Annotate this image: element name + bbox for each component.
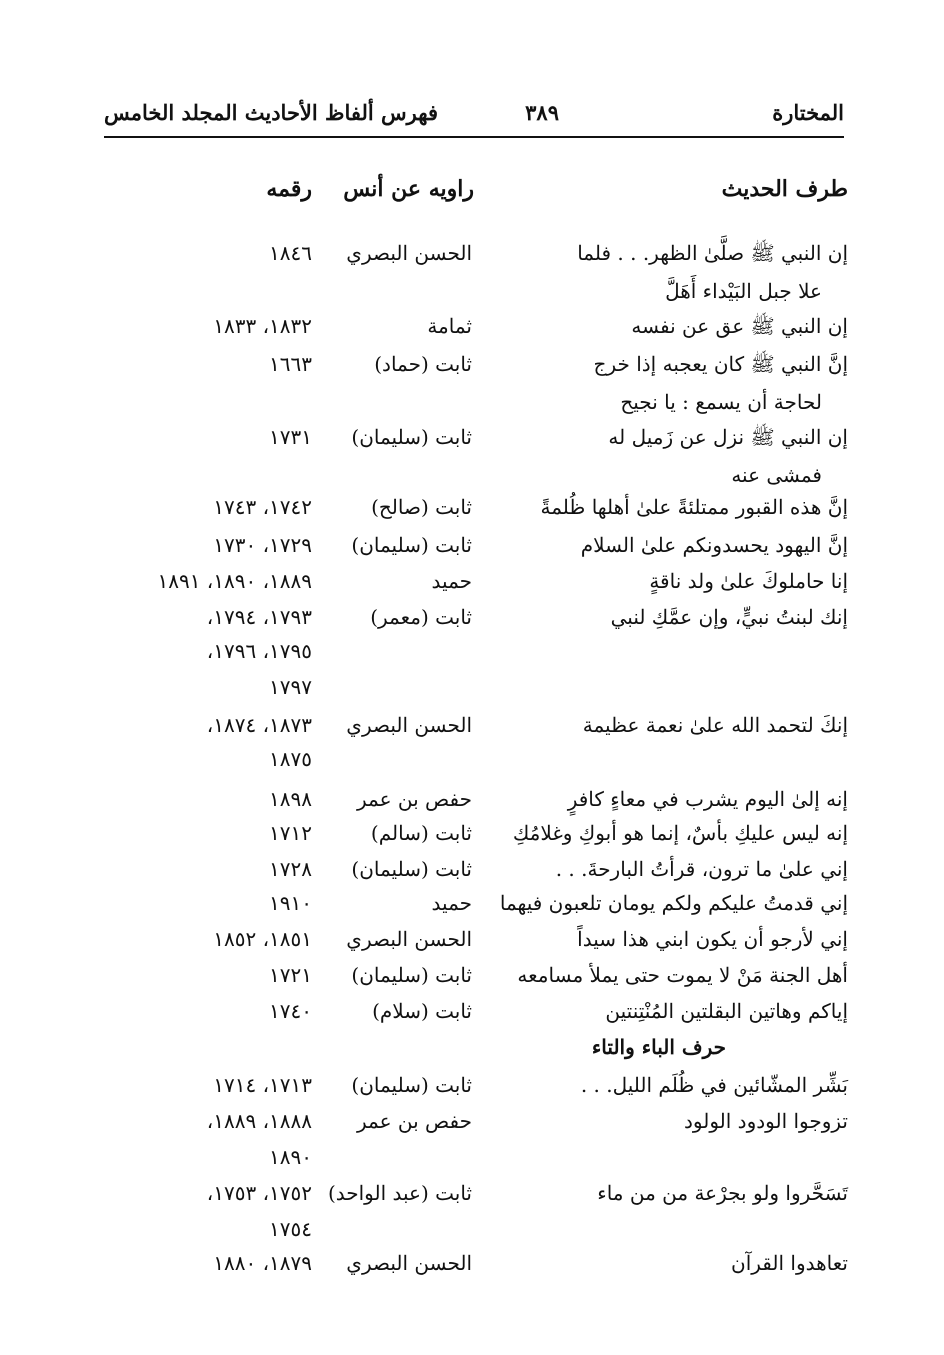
page-number: ٣٨٩: [525, 100, 559, 125]
hadith-text: إنَّ النبي ﷺ كان يعجبه إذا خرج: [593, 352, 848, 376]
hadith-text: إن النبي ﷺ عق عن نفسه: [631, 314, 848, 338]
narrator-text: حفص بن عمر: [356, 1109, 472, 1133]
hadith-text: إني علىٰ ما ترون، قرأتُ البارحةَ. . .: [555, 857, 848, 881]
hadith-text: إن النبي ﷺ نزل عن زَميل له: [608, 425, 848, 449]
hadith-number: ١٧٢٨: [269, 857, 312, 881]
narrator-text: ثابت (سالم): [370, 821, 472, 845]
table-row: [0, 1068, 944, 1102]
column-header-narrator: راويه عن أنس: [343, 176, 474, 202]
narrator-text: الحسن البصري: [346, 927, 472, 951]
hadith-number: ١٧٤٠: [269, 999, 312, 1023]
hadith-number: ١٨٨٨، ١٨٨٩،: [206, 1109, 312, 1133]
hadith-text: تَسَحَّروا ولو بجرْعة من من ماء: [597, 1181, 848, 1205]
hadith-number: ١٧٤٢، ١٧٤٣: [213, 495, 312, 519]
hadith-number: ١٨٩٠: [269, 1145, 312, 1169]
section-heading: [0, 1030, 944, 1064]
table-row: [0, 1246, 944, 1280]
table-row: [0, 994, 944, 1028]
hadith-text: إنَّ اليهود يحسدونكم علىٰ السلام: [580, 533, 848, 557]
hadith-text: فمشى عنه: [731, 463, 822, 487]
hadith-text: إنه إلىٰ اليوم يشرب في معاءٍ كافرٍ: [567, 787, 848, 811]
table-row: [0, 347, 944, 381]
hadith-number: ١٧٢١: [269, 963, 312, 987]
table-row: [0, 634, 944, 668]
table-row: [0, 1176, 944, 1210]
hadith-number: ١٧٩٧: [269, 675, 312, 699]
narrator-text: ثابت (سلام): [372, 999, 472, 1023]
column-header-number: رقمه: [266, 176, 312, 202]
hadith-number: ١٨٧٩، ١٨٨٠: [213, 1251, 312, 1275]
column-header-hadith: طرف الحديث: [721, 176, 848, 202]
hadith-text: تعاهدوا القرآن: [731, 1251, 848, 1275]
hadith-text: أهل الجنة مَنْ لا يموت حتى يملأ مسامعه: [517, 963, 848, 987]
table-row: [0, 600, 944, 634]
narrator-text: الحسن البصري: [346, 241, 472, 265]
hadith-number: ١٦٦٣: [269, 352, 312, 376]
table-row: [0, 564, 944, 598]
table-row: [0, 782, 944, 816]
book-title: المختارة: [772, 100, 844, 125]
hadith-number: ١٩١٠: [269, 891, 312, 915]
narrator-text: ثابت (سليمان): [351, 1073, 472, 1097]
hadith-text: إنك لبنتُ نبيٍّ، وإن عمَّكِ لنبي: [610, 605, 848, 629]
narrator-text: الحسن البصري: [346, 713, 472, 737]
section-title: فهرس ألفاظ الأحاديث المجلد الخامس: [104, 100, 438, 125]
table-row: [0, 528, 944, 562]
hadith-text: لحاجة أن يسمع : يا نجيح: [620, 390, 822, 414]
hadith-number: ١٨٩٨: [269, 787, 312, 811]
hadith-text: علا جبل البَيْداء أَهَلَّ: [665, 279, 822, 303]
table-row: [0, 236, 944, 270]
hadith-text: تزوجوا الودود الولود: [684, 1109, 848, 1133]
table-row: [0, 385, 944, 419]
table-row: [0, 490, 944, 524]
hadith-number: ١٨٧٣، ١٨٧٤،: [206, 713, 312, 737]
hadith-number: ١٨٣٢، ١٨٣٣: [213, 314, 312, 338]
hadith-number: ١٨٧٥: [269, 747, 312, 771]
narrator-text: ثابت (سليمان): [351, 963, 472, 987]
hadith-number: ١٨٥١، ١٨٥٢: [213, 927, 312, 951]
hadith-text: إنَّ هذه القبور ممتلئةً علىٰ أهلها ظُلمةً: [540, 495, 848, 519]
hadith-number: ١٧٩٣، ١٧٩٤،: [206, 605, 312, 629]
hadith-text: إني لأرجو أن يكون ابني هذا سيداً: [577, 927, 848, 951]
hadith-text: بَشِّر المشّائين في ظُلَم الليل. . .: [580, 1073, 848, 1097]
narrator-text: حميد: [431, 891, 472, 915]
hadith-text: إياكم وهاتين البقلتين المُنْتِنتين: [605, 999, 848, 1023]
narrator-text: ثابت (حماد): [374, 352, 472, 376]
hadith-number: ١٧٢٩، ١٧٣٠: [213, 533, 312, 557]
hadith-number: ١٧١٢: [269, 821, 312, 845]
table-row: [0, 458, 944, 492]
narrator-text: ثابت (صالح): [371, 495, 472, 519]
narrator-text: ثابت (سليمان): [351, 425, 472, 449]
table-row: [0, 886, 944, 920]
table-row: [0, 1104, 944, 1138]
table-row: [0, 708, 944, 742]
hadith-number: ١٧١٣، ١٧١٤: [213, 1073, 312, 1097]
header-rule: [104, 136, 844, 138]
table-row: [0, 1140, 944, 1174]
narrator-text: الحسن البصري: [346, 1251, 472, 1275]
table-row: [0, 816, 944, 850]
table-row: [0, 742, 944, 776]
narrator-text: ثمامة: [427, 314, 472, 338]
narrator-text: ثابت (سليمان): [351, 533, 472, 557]
table-row: [0, 274, 944, 308]
hadith-text: إن النبي ﷺ صلَّىٰ الظهر. . . فلما: [577, 241, 848, 265]
table-row: [0, 922, 944, 956]
running-header: [104, 100, 844, 136]
hadith-number: ١٧٣١: [269, 425, 312, 449]
narrator-text: حفص بن عمر: [356, 787, 472, 811]
narrator-text: ثابت (عبد الواحد): [327, 1181, 472, 1205]
hadith-text: حرف الباء والتاء: [591, 1035, 726, 1059]
narrator-text: ثابت (سليمان): [351, 857, 472, 881]
table-row: [0, 958, 944, 992]
narrator-text: ثابت (معمر): [370, 605, 472, 629]
hadith-number: ١٨٨٩، ١٨٩٠، ١٨٩١: [157, 569, 312, 593]
hadith-number: ١٧٥٢، ١٧٥٣،: [206, 1181, 312, 1205]
narrator-text: حميد: [431, 569, 472, 593]
hadith-number: ١٧٩٥، ١٧٩٦،: [206, 639, 312, 663]
table-row: [0, 670, 944, 704]
hadith-number: ١٧٥٤: [269, 1217, 312, 1241]
hadith-number: ١٨٤٦: [269, 241, 312, 265]
hadith-text: إنكَ لتحمد الله علىٰ نعمة عظيمة: [582, 713, 848, 737]
hadith-text: إنا حاملوكَ علىٰ ولد ناقةٍ: [649, 569, 848, 593]
table-row: [0, 309, 944, 343]
table-row: [0, 852, 944, 886]
hadith-text: إني قدمتُ عليكم ولكم يومان تلعبون فيهما: [499, 891, 848, 915]
hadith-text: إنه ليس عليكِ بأسٌ، إنما هو أبوكِ وغلامُكِ: [512, 821, 848, 845]
table-row: [0, 1212, 944, 1246]
table-row: [0, 420, 944, 454]
